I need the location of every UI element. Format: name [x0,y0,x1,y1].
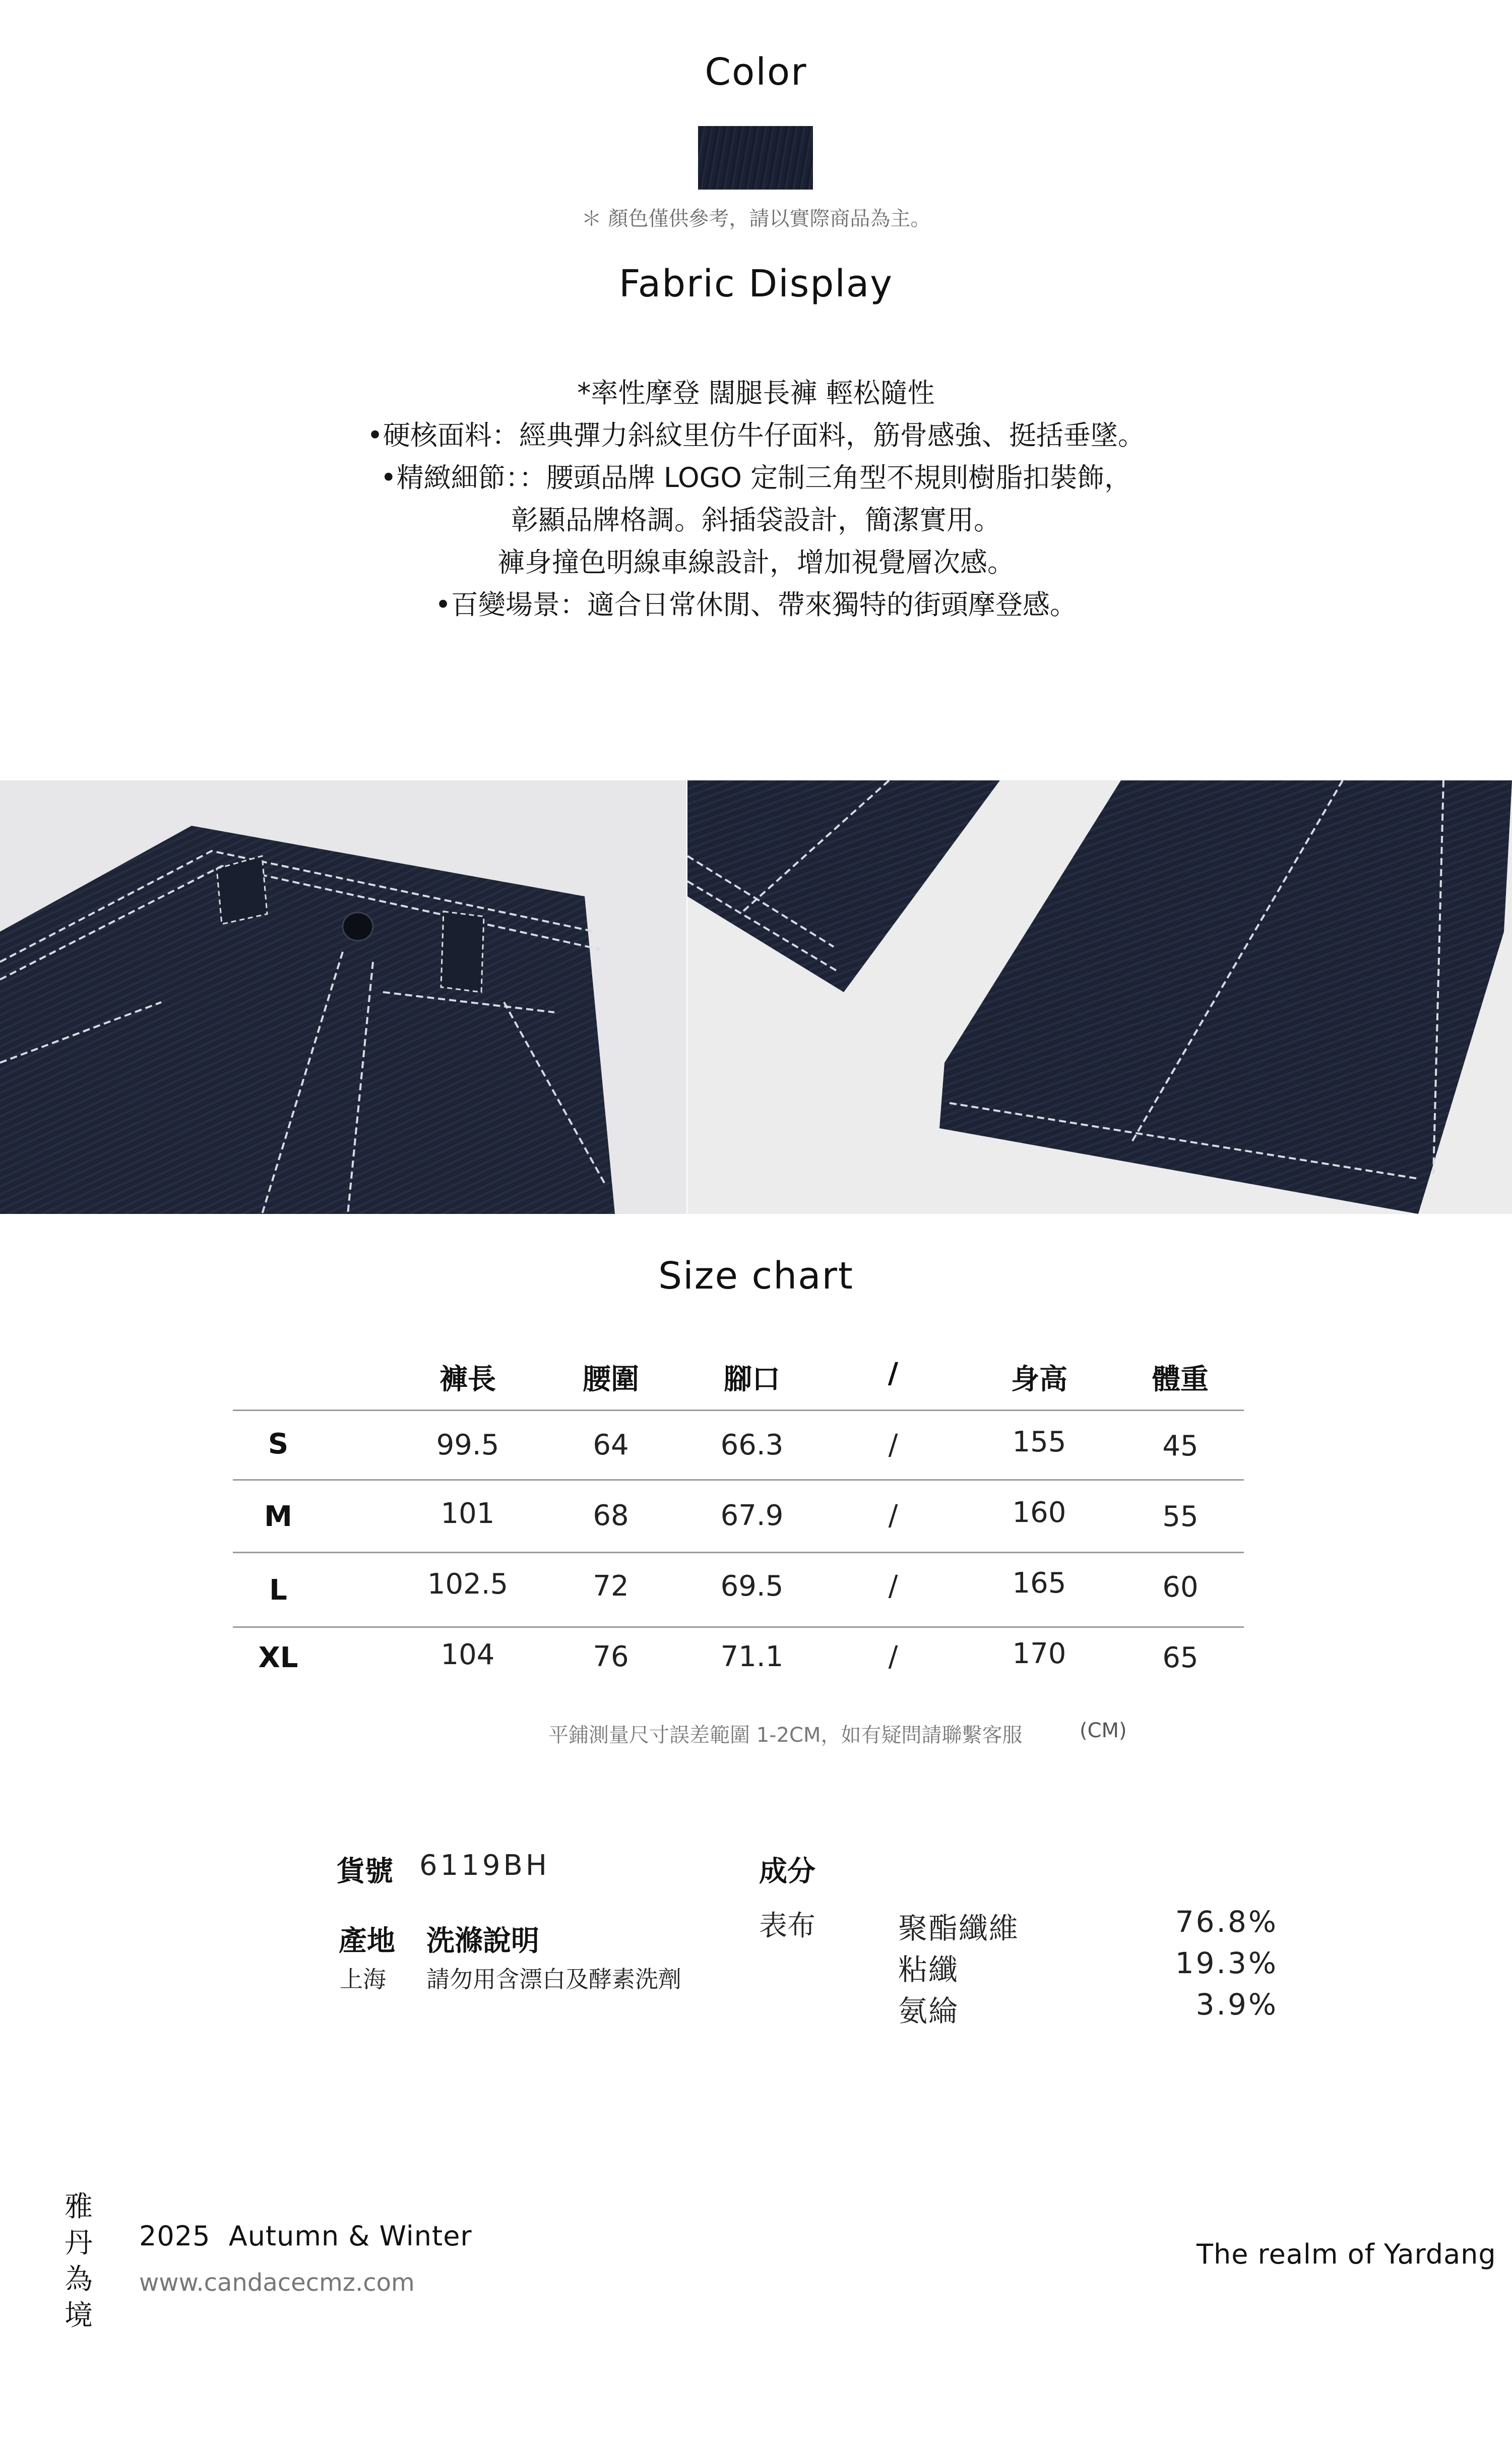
table-cell: 160 [1012,1496,1066,1529]
size-label: M [264,1500,292,1533]
color-note: ＊ 顏色僅供參考，請以實際商品為主。 [581,207,931,230]
table-cell: 60 [1162,1571,1199,1604]
brand-char: 丹 [65,2227,93,2260]
material-name: 粘纖 [898,1952,959,1987]
material-percent: 19.3% [1175,1946,1278,1980]
fabric-photo-waist [0,780,686,1214]
col-header: 腰圍 [583,1363,639,1396]
season-text: 2025 Autumn & Winter [139,2220,472,2252]
origin-label: 產地 [339,1925,395,1958]
table-cell: / [888,1429,898,1461]
origin-value: 上海 [340,1966,386,1993]
fabric-line: •精緻細節：：腰頭品牌 LOGO 定制三角型不規則樹脂扣裝飾， [380,462,1132,494]
item-no-label: 貨號 [337,1855,393,1888]
brand-char: 境 [65,2299,93,2332]
size-label: XL [258,1641,298,1674]
hem-image [687,780,1512,1214]
fabric-line: •百變場景：適合日常休閒、帶來獨特的街頭摩登感。 [435,589,1077,621]
table-cell: 67.9 [720,1499,784,1532]
shell-label: 表布 [759,1910,815,1942]
table-cell: / [888,1499,898,1532]
table-rule [233,1479,1244,1481]
brand-char: 雅 [65,2190,93,2223]
table-cell: 65 [1162,1641,1199,1674]
size-note: 平鋪測量尺寸誤差範圍 1-2CM，如有疑問請聯繫客服 [548,1724,1023,1747]
color-title: Color [705,50,807,94]
col-header: 體重 [1152,1363,1209,1396]
wash-value: 請勿用含漂白及酵素洗劑 [426,1966,681,1993]
table-cell: 76 [593,1640,629,1673]
table-cell: 101 [440,1497,495,1530]
table-rule [233,1410,1244,1411]
table-cell: 71.1 [720,1640,784,1673]
material-name: 聚酯纖維 [898,1911,1020,1945]
col-header: / [888,1357,899,1390]
fabric-line: 彰顯品牌格調。斜插袋設計，簡潔實用。 [511,504,1001,536]
table-rule [233,1626,1244,1628]
col-header: 腳口 [724,1363,780,1396]
table-rule [233,1552,1244,1553]
fabric-description [0,372,1512,626]
website-link[interactable]: www.candacecmz.com [139,2269,415,2297]
table-cell: / [888,1640,898,1673]
size-label: S [268,1428,289,1460]
fabric-line: •硬核面料：經典彈力斜紋里仿牛仔面料，筋骨感強、挺括垂墜。 [367,419,1145,451]
table-cell: 69.5 [720,1570,784,1603]
table-cell: 45 [1162,1430,1199,1462]
item-no: 6119BH [419,1849,550,1882]
table-cell: 68 [593,1499,629,1532]
table-cell: 55 [1162,1500,1199,1533]
table-cell: 64 [593,1429,629,1461]
fabric-title: Fabric Display [618,262,894,306]
material-percent: 76.8% [1175,1905,1278,1939]
brand-vertical [58,2189,99,2334]
table-cell: 72 [593,1570,629,1603]
brand-char: 為 [65,2263,93,2296]
composition-label: 成分 [759,1855,815,1888]
table-cell: 155 [1012,1426,1066,1458]
size-unit: (CM) [1080,1719,1127,1742]
color-swatch [698,126,813,190]
fabric-line: *率性摩登 闊腿長褲 輕松隨性 [577,377,935,409]
table-cell: 66.3 [720,1429,784,1461]
table-cell: 102.5 [427,1568,509,1601]
size-label: L [269,1574,287,1607]
size-chart-title: Size chart [658,1254,854,1298]
fabric-photo-hem [687,780,1512,1214]
waistband-image [0,780,686,1214]
table-cell: 165 [1012,1567,1066,1600]
table-cell: 99.5 [436,1429,499,1461]
table-cell: 104 [440,1638,495,1671]
material-percent: 3.9% [1195,1987,1278,2022]
brand-tagline: The realm of Yardang [1196,2238,1496,2270]
table-cell: 170 [1012,1637,1066,1670]
wash-label: 洗滌說明 [426,1925,539,1958]
material-name: 氨綸 [898,1994,959,2028]
fabric-line: 褲身撞色明線車線設計，增加視覺層次感。 [497,546,1015,578]
table-cell: / [888,1570,898,1603]
col-header: 身高 [1011,1363,1067,1396]
col-header: 褲長 [439,1363,496,1396]
